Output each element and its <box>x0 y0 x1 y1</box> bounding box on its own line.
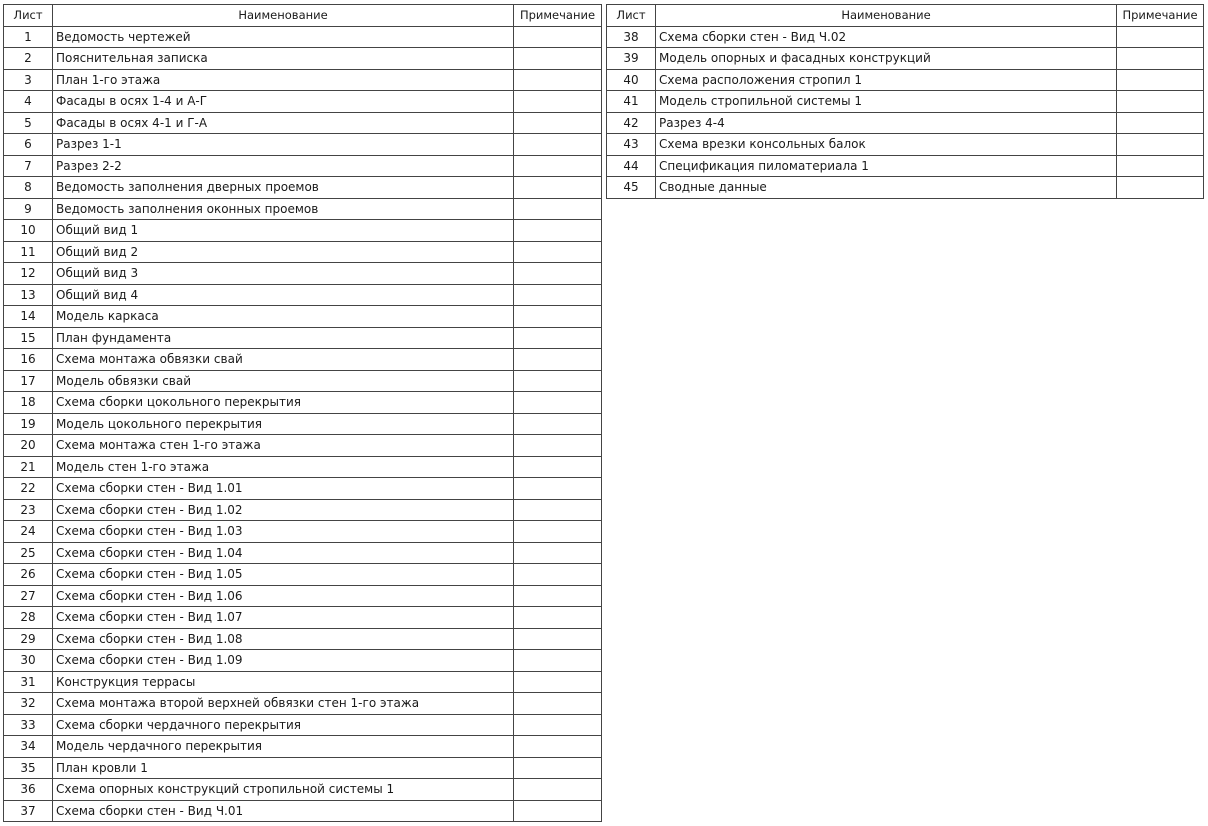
sheet-number: 43 <box>607 134 656 156</box>
sheet-note <box>514 134 602 156</box>
table-row <box>607 48 1204 70</box>
table-row <box>607 112 1204 134</box>
sheet-name: Схема сборки стен - Вид Ч.02 <box>656 26 1117 48</box>
sheet-number: 29 <box>4 628 53 650</box>
sheet-note <box>514 220 602 242</box>
sheet-number: 35 <box>4 757 53 779</box>
sheet-name: Общий вид 3 <box>53 263 514 285</box>
table-header-row <box>4 5 602 27</box>
table-row <box>4 198 602 220</box>
sheet-number: 37 <box>4 800 53 822</box>
sheet-name: Схема монтажа стен 1-го этажа <box>53 435 514 457</box>
sheet-note <box>514 435 602 457</box>
sheet-name: Модель чердачного перекрытия <box>53 736 514 758</box>
table-row <box>4 155 602 177</box>
table-row <box>4 220 602 242</box>
sheet-name: План 1-го этажа <box>53 69 514 91</box>
sheet-number: 41 <box>607 91 656 113</box>
sheet-name: Схема сборки стен - Вид 1.09 <box>53 650 514 672</box>
sheet-note <box>514 263 602 285</box>
sheet-number: 26 <box>4 564 53 586</box>
table-row <box>4 693 602 715</box>
sheet-number: 24 <box>4 521 53 543</box>
sheet-number: 17 <box>4 370 53 392</box>
sheet-note <box>514 499 602 521</box>
sheet-number: 1 <box>4 26 53 48</box>
header-sheet: Лист <box>4 5 53 27</box>
table-body-right <box>607 26 1204 198</box>
sheet-note <box>514 736 602 758</box>
sheet-note <box>514 392 602 414</box>
sheet-note <box>514 671 602 693</box>
sheet-note <box>514 628 602 650</box>
header-note: Примечание <box>514 5 602 27</box>
sheet-note <box>514 69 602 91</box>
sheet-number: 4 <box>4 91 53 113</box>
table-row <box>607 155 1204 177</box>
table-row <box>4 542 602 564</box>
sheet-number: 34 <box>4 736 53 758</box>
sheet-note <box>514 779 602 801</box>
table-header-row <box>607 5 1204 27</box>
sheet-note <box>514 542 602 564</box>
sheet-note <box>514 650 602 672</box>
sheet-number: 15 <box>4 327 53 349</box>
sheet-note <box>1117 48 1204 70</box>
header-sheet: Лист <box>607 5 656 27</box>
sheet-name: Схема опорных конструкций стропильной системы 1 <box>53 779 514 801</box>
sheet-number: 44 <box>607 155 656 177</box>
table-row <box>4 456 602 478</box>
drawings-list-table-left <box>3 4 602 822</box>
sheet-number: 12 <box>4 263 53 285</box>
sheet-number: 16 <box>4 349 53 371</box>
sheet-note <box>1117 26 1204 48</box>
sheet-name: Схема сборки стен - Вид 1.02 <box>53 499 514 521</box>
table-row <box>4 112 602 134</box>
sheet-name: Конструкция террасы <box>53 671 514 693</box>
sheet-note <box>1117 177 1204 199</box>
table-row <box>4 499 602 521</box>
sheet-number: 25 <box>4 542 53 564</box>
sheet-note <box>514 585 602 607</box>
sheet-number: 31 <box>4 671 53 693</box>
sheet-name: Схема врезки консольных балок <box>656 134 1117 156</box>
sheet-name: Модель опорных и фасадных конструкций <box>656 48 1117 70</box>
sheet-note <box>514 112 602 134</box>
sheet-number: 30 <box>4 650 53 672</box>
table-row <box>4 800 602 822</box>
table-row <box>4 478 602 500</box>
table-body-left <box>4 26 602 822</box>
sheet-name: Схема монтажа второй верхней обвязки стен 1-го этажа <box>53 693 514 715</box>
table-row <box>4 349 602 371</box>
table-row <box>4 134 602 156</box>
sheet-number: 13 <box>4 284 53 306</box>
sheet-note <box>514 521 602 543</box>
sheet-name: Разрез 2-2 <box>53 155 514 177</box>
table-row <box>4 26 602 48</box>
table-row <box>4 327 602 349</box>
sheet-note <box>514 177 602 199</box>
sheet-number: 18 <box>4 392 53 414</box>
sheet-number: 5 <box>4 112 53 134</box>
sheet-name: Схема сборки стен - Вид 1.08 <box>53 628 514 650</box>
table-row <box>4 435 602 457</box>
table-row <box>4 779 602 801</box>
table-row <box>607 91 1204 113</box>
table-row <box>4 91 602 113</box>
table-row <box>4 69 602 91</box>
sheet-note <box>514 564 602 586</box>
sheet-name: Модель стен 1-го этажа <box>53 456 514 478</box>
table-row <box>4 263 602 285</box>
sheet-number: 40 <box>607 69 656 91</box>
table-row <box>4 413 602 435</box>
table-row <box>4 177 602 199</box>
sheet-note <box>514 349 602 371</box>
sheet-name: План кровли 1 <box>53 757 514 779</box>
sheet-name: Ведомость заполнения дверных проемов <box>53 177 514 199</box>
sheet-note <box>514 327 602 349</box>
table-row <box>4 650 602 672</box>
sheet-name: Общий вид 2 <box>53 241 514 263</box>
sheet-note <box>514 757 602 779</box>
sheet-name: Общий вид 4 <box>53 284 514 306</box>
sheet-number: 7 <box>4 155 53 177</box>
sheet-name: Схема сборки стен - Вид 1.03 <box>53 521 514 543</box>
sheet-note <box>514 413 602 435</box>
sheet-note <box>514 306 602 328</box>
table-row <box>4 370 602 392</box>
sheet-name: Спецификация пиломатериала 1 <box>656 155 1117 177</box>
header-name: Наименование <box>656 5 1117 27</box>
sheet-number: 22 <box>4 478 53 500</box>
sheet-name: План фундамента <box>53 327 514 349</box>
sheet-number: 39 <box>607 48 656 70</box>
sheet-note <box>514 155 602 177</box>
table-row <box>607 134 1204 156</box>
sheet-name: Схема расположения стропил 1 <box>656 69 1117 91</box>
table-row <box>4 306 602 328</box>
sheet-number: 21 <box>4 456 53 478</box>
sheet-name: Фасады в осях 4-1 и Г-А <box>53 112 514 134</box>
sheet-note <box>514 478 602 500</box>
sheet-number: 8 <box>4 177 53 199</box>
sheet-number: 45 <box>607 177 656 199</box>
sheet-name: Схема сборки стен - Вид 1.05 <box>53 564 514 586</box>
sheet-name: Фасады в осях 1-4 и А-Г <box>53 91 514 113</box>
table-row <box>4 607 602 629</box>
sheet-number: 42 <box>607 112 656 134</box>
sheet-number: 3 <box>4 69 53 91</box>
sheet-number: 32 <box>4 693 53 715</box>
table-row <box>4 392 602 414</box>
sheet-name: Общий вид 1 <box>53 220 514 242</box>
sheet-name: Схема сборки стен - Вид 1.01 <box>53 478 514 500</box>
sheet-note <box>1117 112 1204 134</box>
sheet-name: Схема сборки стен - Вид 1.07 <box>53 607 514 629</box>
sheet-note <box>514 241 602 263</box>
sheet-number: 33 <box>4 714 53 736</box>
header-note: Примечание <box>1117 5 1204 27</box>
table-row <box>4 564 602 586</box>
sheet-number: 2 <box>4 48 53 70</box>
sheet-number: 36 <box>4 779 53 801</box>
sheet-note <box>514 800 602 822</box>
sheet-name: Схема сборки цокольного перекрытия <box>53 392 514 414</box>
sheet-number: 23 <box>4 499 53 521</box>
sheet-note <box>514 370 602 392</box>
table-row <box>4 736 602 758</box>
sheet-name: Схема сборки чердачного перекрытия <box>53 714 514 736</box>
sheet-number: 19 <box>4 413 53 435</box>
sheet-number: 10 <box>4 220 53 242</box>
sheet-note <box>1117 134 1204 156</box>
sheet-name: Сводные данные <box>656 177 1117 199</box>
sheet-number: 14 <box>4 306 53 328</box>
sheet-note <box>1117 155 1204 177</box>
sheet-name: Модель каркаса <box>53 306 514 328</box>
sheet-number: 6 <box>4 134 53 156</box>
table-row <box>4 241 602 263</box>
sheet-number: 28 <box>4 607 53 629</box>
sheet-note <box>514 48 602 70</box>
sheet-name: Схема сборки стен - Вид 1.04 <box>53 542 514 564</box>
sheet-name: Схема монтажа обвязки свай <box>53 349 514 371</box>
sheet-note <box>514 693 602 715</box>
sheet-note <box>514 714 602 736</box>
sheet-name: Разрез 1-1 <box>53 134 514 156</box>
table-row <box>607 69 1204 91</box>
table-row <box>4 757 602 779</box>
table-row <box>607 177 1204 199</box>
sheet-number: 27 <box>4 585 53 607</box>
sheet-name: Схема сборки стен - Вид Ч.01 <box>53 800 514 822</box>
sheet-name: Пояснительная записка <box>53 48 514 70</box>
sheet-number: 9 <box>4 198 53 220</box>
sheet-note <box>514 91 602 113</box>
sheet-note <box>1117 91 1204 113</box>
table-row <box>4 671 602 693</box>
table-row <box>4 284 602 306</box>
table-row <box>4 628 602 650</box>
sheet-name: Модель стропильной системы 1 <box>656 91 1117 113</box>
table-row <box>607 26 1204 48</box>
sheet-name: Схема сборки стен - Вид 1.06 <box>53 585 514 607</box>
sheet-note <box>514 26 602 48</box>
table-row <box>4 585 602 607</box>
sheet-name: Разрез 4-4 <box>656 112 1117 134</box>
sheet-note <box>514 284 602 306</box>
table-row <box>4 521 602 543</box>
sheet-number: 38 <box>607 26 656 48</box>
sheet-name: Ведомость заполнения оконных проемов <box>53 198 514 220</box>
sheet-note <box>514 198 602 220</box>
table-row <box>4 48 602 70</box>
sheet-note <box>514 456 602 478</box>
sheet-note <box>1117 69 1204 91</box>
sheet-number: 11 <box>4 241 53 263</box>
sheet-number: 20 <box>4 435 53 457</box>
sheet-name: Модель цокольного перекрытия <box>53 413 514 435</box>
header-name: Наименование <box>53 5 514 27</box>
table-row <box>4 714 602 736</box>
sheet-name: Ведомость чертежей <box>53 26 514 48</box>
sheet-note <box>514 607 602 629</box>
sheet-name: Модель обвязки свай <box>53 370 514 392</box>
drawings-list-table-right <box>606 4 1204 199</box>
